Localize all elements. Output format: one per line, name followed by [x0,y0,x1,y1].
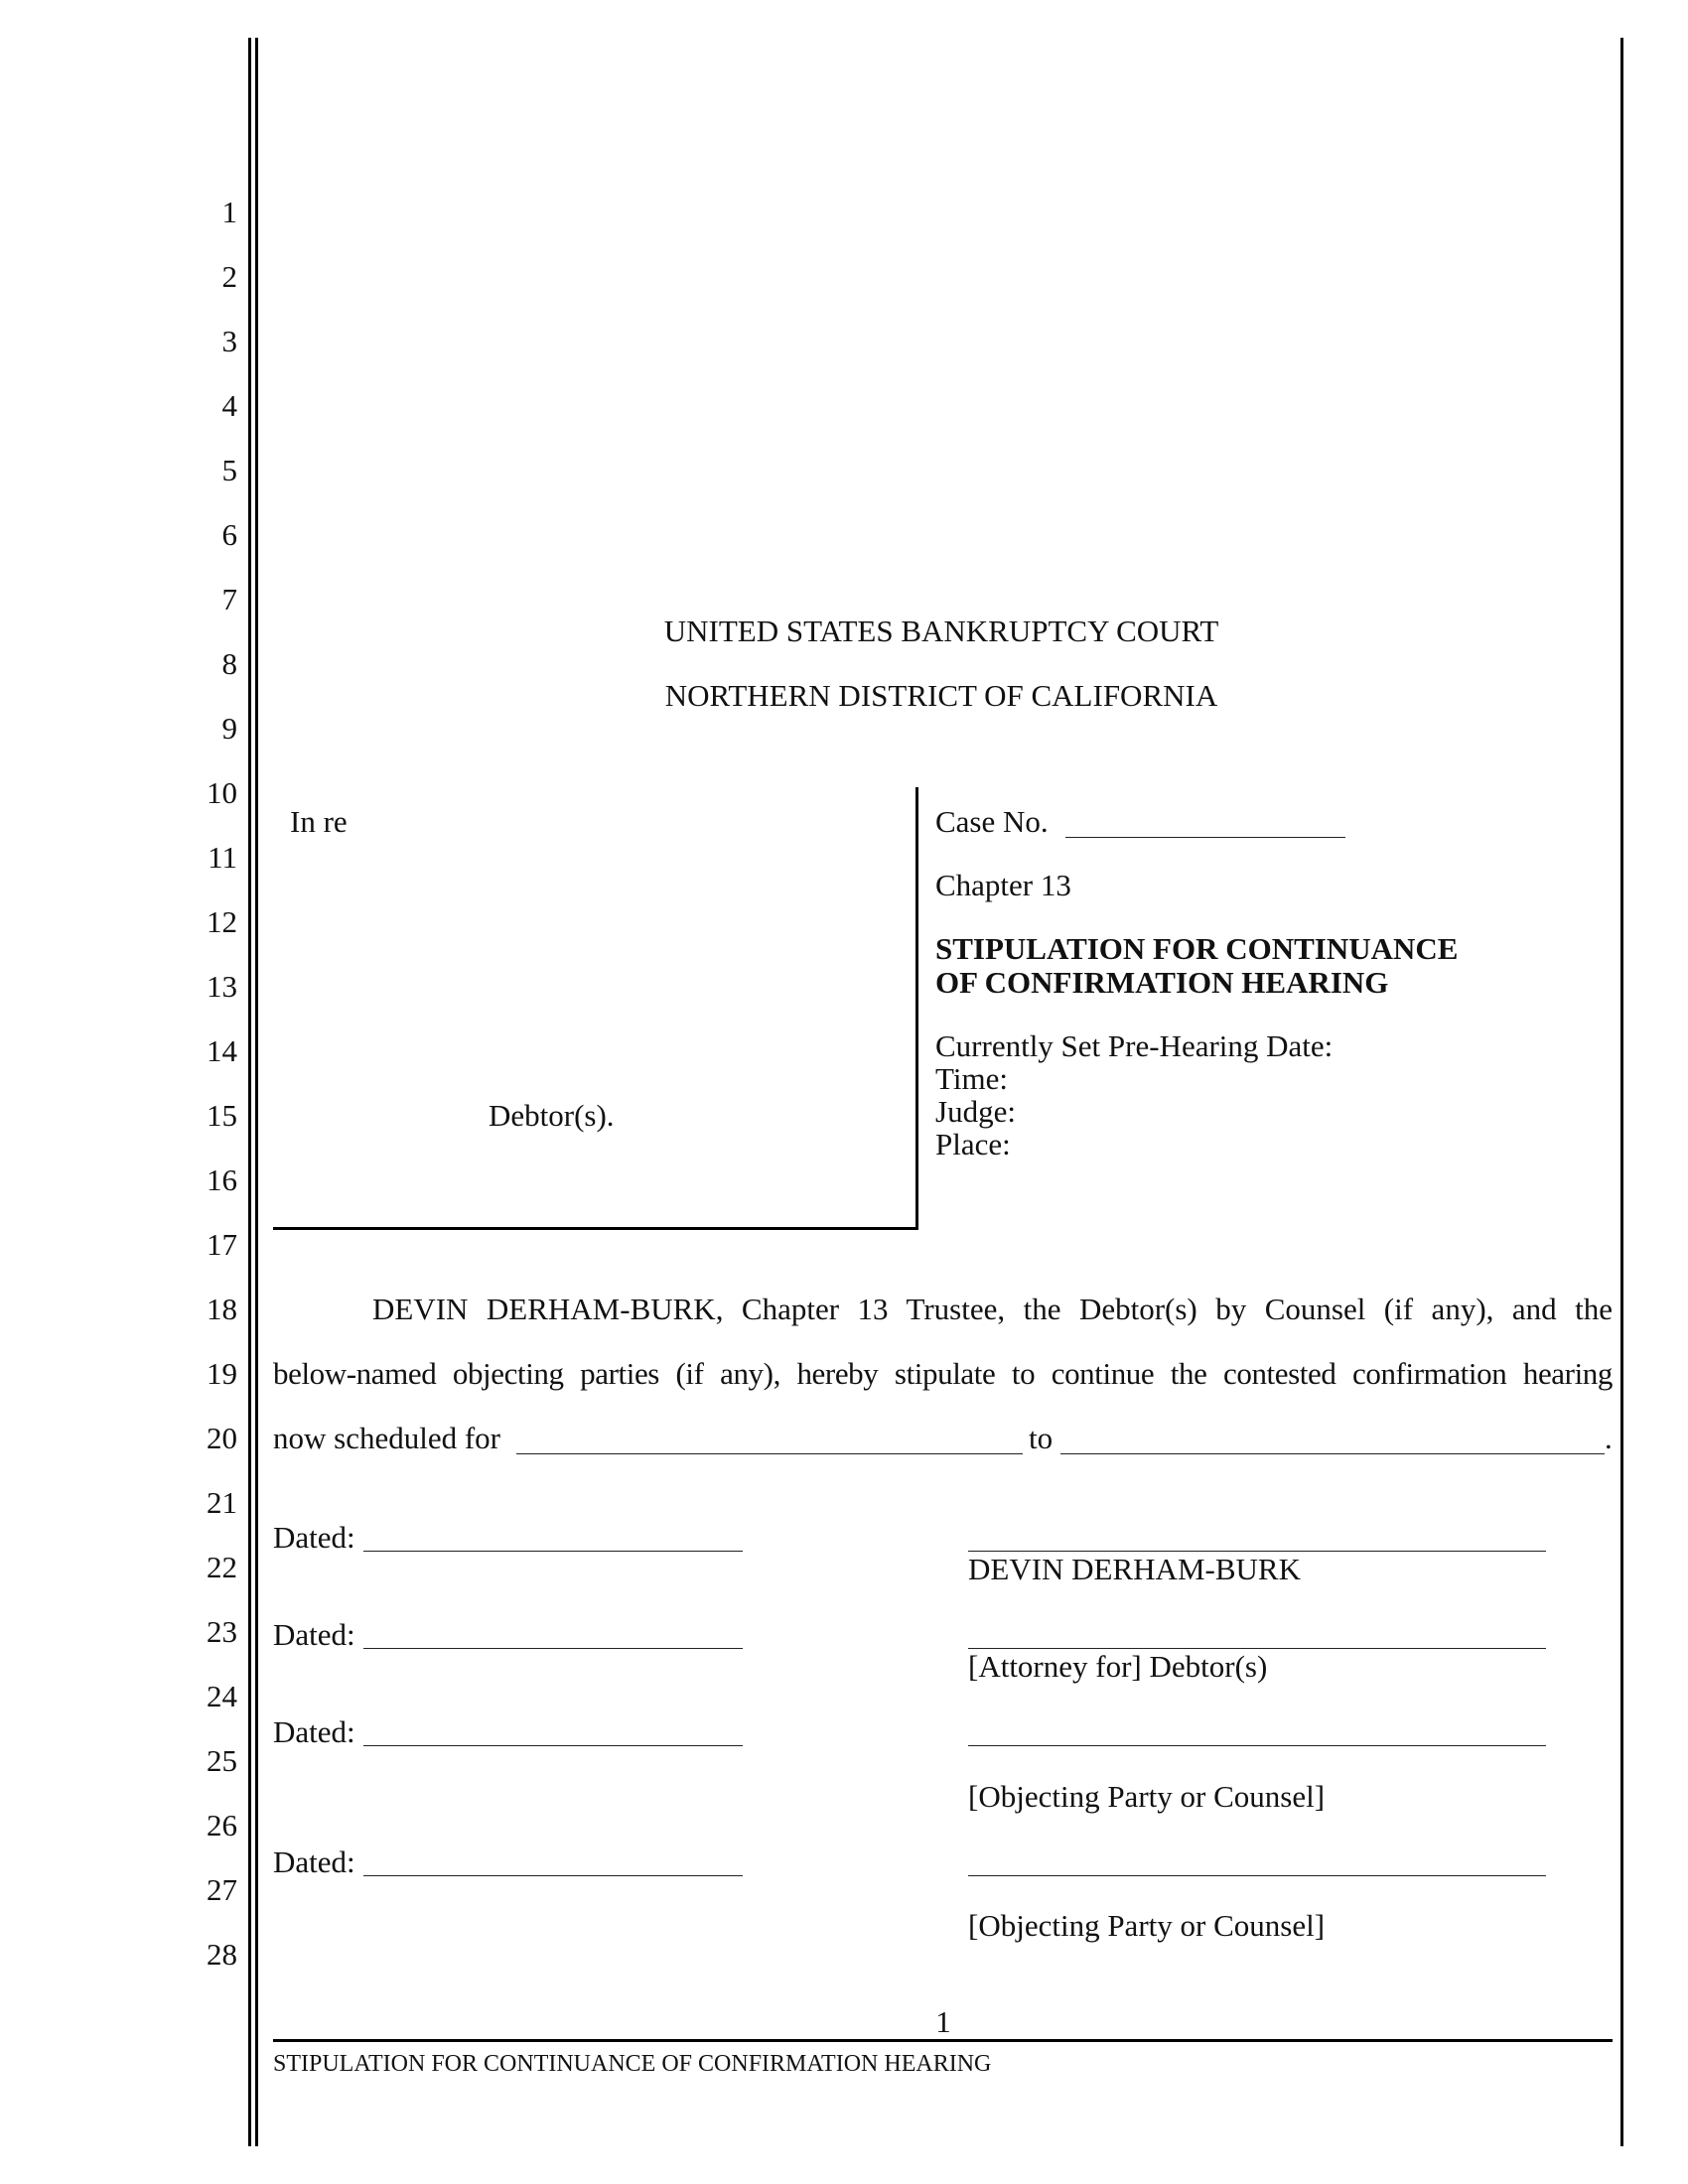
line-number: 21 [207,1485,237,1520]
hearing-judge-label: Judge: [935,1094,1016,1129]
chapter-label: Chapter 13 [935,868,1071,902]
stipulation-text-1: DEVIN DERHAM-BURK, Chapter 13 Trustee, the Debtor(s) by Counsel (if any), and the [372,1292,1613,1326]
court-name: UNITED STATES BANKRUPTCY COURT [663,614,1219,648]
line-number: 2 [221,259,237,294]
hearing-place-label: Place: [935,1127,1011,1161]
line-number: 14 [207,1033,237,1068]
line-number: 26 [207,1808,237,1843]
line-number: 23 [207,1614,237,1649]
line-number: 13 [207,969,237,1004]
left-margin-rule-inner [255,38,258,2146]
left-margin-rule-outer [248,38,251,2146]
line-number: 9 [221,711,237,746]
line-number: 12 [207,904,237,939]
stipulation-text-2: below-named objecting parties (if any), hereby stipulate to continue the contested confirmation hearing [273,1356,1613,1391]
signer-name: [Objecting Party or Counsel] [968,1908,1326,1943]
hearing-time-label: Time: [935,1061,1008,1096]
footer-title: STIPULATION FOR CONTINUANCE OF CONFIRMATION HEARING [273,2051,992,2077]
dated-label: Dated: [273,1844,355,1879]
line-number: 24 [207,1679,237,1713]
caption-divider [915,787,918,1230]
footer-rule [273,2039,1613,2042]
document-title-line-1: STIPULATION FOR CONTINUANCE [935,931,1459,966]
line-number: 8 [221,646,237,681]
dated-field[interactable] [363,1648,743,1649]
right-margin-rule [1620,38,1623,2146]
document-title-line-2: OF CONFIRMATION HEARING [935,965,1389,1000]
line-number: 16 [207,1162,237,1197]
line-number: 17 [207,1227,237,1262]
line-number: 15 [207,1098,237,1133]
case-number-field[interactable] [1065,837,1345,838]
page-number: 1 [935,2004,951,2039]
line-number: 5 [221,453,237,487]
line-number: 25 [207,1743,237,1778]
dated-field[interactable] [363,1875,743,1876]
signature-line[interactable] [968,1745,1546,1746]
line-number: 6 [221,517,237,552]
stipulation-line-3-start: now scheduled for [273,1421,500,1455]
dated-field[interactable] [363,1551,743,1552]
hearing-date-label: Currently Set Pre-Hearing Date: [935,1028,1334,1063]
signature-line[interactable] [968,1875,1546,1876]
stipulation-line-3-end: . [1605,1421,1613,1455]
current-hearing-date-field[interactable] [516,1453,1023,1454]
signer-name: DEVIN DERHAM-BURK [968,1552,1301,1586]
line-number: 11 [208,840,237,875]
line-number: 27 [207,1872,237,1907]
dated-label: Dated: [273,1617,355,1652]
new-hearing-date-field[interactable] [1060,1453,1605,1454]
line-number: 19 [207,1356,237,1391]
signer-name: [Objecting Party or Counsel] [968,1779,1326,1814]
dated-label: Dated: [273,1714,355,1749]
line-number: 18 [207,1292,237,1326]
stipulation-line-2 [273,1356,1613,1392]
line-number: 10 [207,775,237,810]
caption-bottom-rule [273,1227,918,1230]
court-district: NORTHERN DISTRICT OF CALIFORNIA [664,678,1218,713]
stipulation-line-3-to: to [1029,1421,1054,1455]
line-number: 22 [207,1550,237,1584]
stipulation-line-1 [273,1292,1613,1327]
dated-field[interactable] [363,1745,743,1746]
line-number: 20 [207,1421,237,1455]
line-number: 3 [221,324,237,358]
debtors-label: Debtor(s). [489,1098,615,1133]
case-number-label: Case No. [935,804,1049,839]
line-number: 28 [207,1937,237,1972]
line-number: 1 [221,195,237,229]
in-re-label: In re [290,804,348,839]
signer-name: [Attorney for] Debtor(s) [968,1649,1268,1684]
line-number: 4 [221,388,237,423]
dated-label: Dated: [273,1520,355,1555]
line-number: 7 [221,582,237,616]
